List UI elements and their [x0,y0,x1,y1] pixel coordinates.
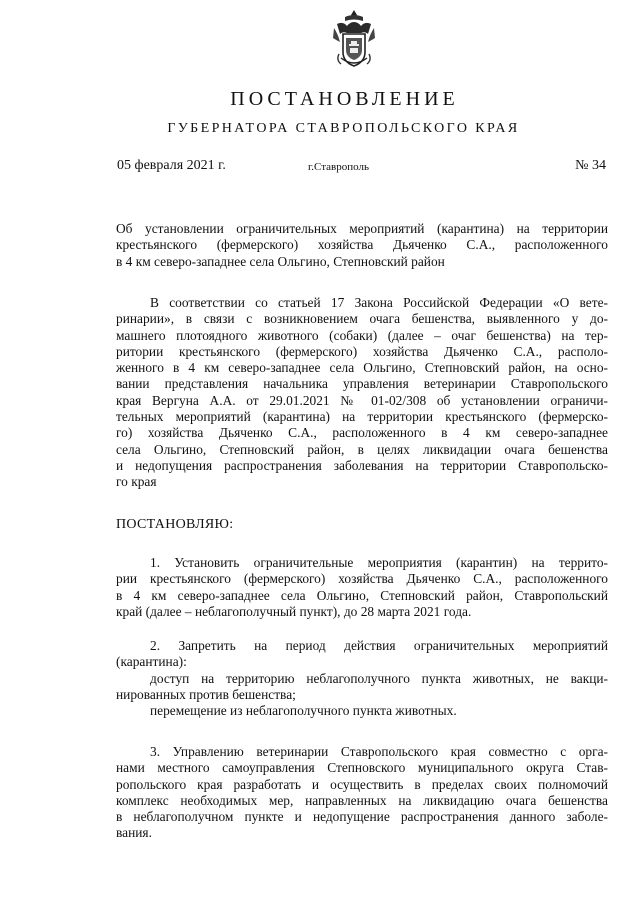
preamble-line: В соответствии со статьей 17 Закона Российской Федерации «О вете- [150,295,608,310]
document-city: г.Ставрополь [308,161,369,173]
document-number: № 34 [575,158,606,173]
preamble-line: края Вергуна А.А. от 29.01.2021 № 01-02/308 об установлении ограничи- [116,392,608,408]
item-line: 2. Запретить на период действия ограничительных мероприятий [150,638,608,653]
coat-of-arms-icon [331,8,377,70]
item-line: вания. [116,825,152,841]
item-line: комплекс необходимых мер, направленных на ликвидацию очага бешенства [116,792,608,808]
item-3 [116,744,608,842]
subject-line: Об установлении ограничительных мероприятий (карантина) на территории [116,221,608,236]
preamble-line: вании представления начальника управления ветеринарии Ставропольского [116,376,608,392]
subject-line: крестьянского (фермерского) хозяйства Дьяченко С.А., расположенного [116,237,608,253]
item-line: (карантина): [116,654,187,670]
preamble-line: женного в 4 км северо-западнее села Ольгино, Степновский район, на осно- [116,360,608,376]
item-line: нированных против бешенства; [116,686,296,702]
preamble-paragraph [116,295,608,491]
document-title: ПОСТАНОВЛЕНИЕ [230,88,459,110]
decree-heading: ПОСТАНОВЛЯЮ: [116,517,234,532]
preamble-line: ритории крестьянского (фермерского) хозяйства Дьяченко С.А., располо- [116,343,608,359]
document-date: 05 февраля 2021 г. [117,158,226,173]
preamble-line: машнего плотоядного животного (собаки) (далее – очаг бешенства) на тер- [116,327,608,343]
preamble-line: и недопущения распространения заболевания на территории Ставропольско- [116,457,608,473]
item-line: доступ на территорию неблагополучного пункта животных, не вакци- [150,670,608,686]
item-1 [116,555,608,620]
item-line: рии крестьянского (фермерского) хозяйства Дьяченко С.А., расположенного [116,571,608,587]
item-line: в 4 км северо-западнее села Ольгино, Степновский район, Ставропольский [116,587,608,603]
item-line: перемещение из неблагополучного пункта животных. [150,703,457,719]
document-subject [116,221,608,270]
preamble-line: села Ольгино, Степновский район, в целях ликвидации очага бешенства [116,441,608,457]
item-line: 3. Управлению ветеринарии Ставропольского края совместно с орга- [150,744,608,759]
preamble-line: тельных мероприятий (карантина) на территории крестьянского (фермерско- [116,409,608,425]
item-2 [116,638,608,719]
item-line: в неблагополучном пункте и недопущение распространения данного заболе- [116,809,608,825]
item-line: ропольского края разработать и осуществить в пределах своих полномочий [116,776,608,792]
preamble-line: го) хозяйства Дьяченко С.А., расположенного в 4 км северо-западнее [116,425,608,441]
preamble-line: ринарии», в связи с возникновением очага бешенства, выявленного у до- [116,311,608,327]
preamble-line: го края [116,474,157,490]
subject-line: в 4 км северо-западнее села Ольгино, Степновский район [116,253,445,269]
document-subtitle: ГУБЕРНАТОРА СТАВРОПОЛЬСКОГО КРАЯ [167,121,520,136]
item-line: нами местного самоуправления Степновского муниципального округа Став- [116,760,608,776]
item-line: 1. Установить ограничительные мероприятия (карантин) на террито- [150,555,608,570]
item-line: край (далее – неблагополучный пункт), до 28 марта 2021 года. [116,603,472,619]
